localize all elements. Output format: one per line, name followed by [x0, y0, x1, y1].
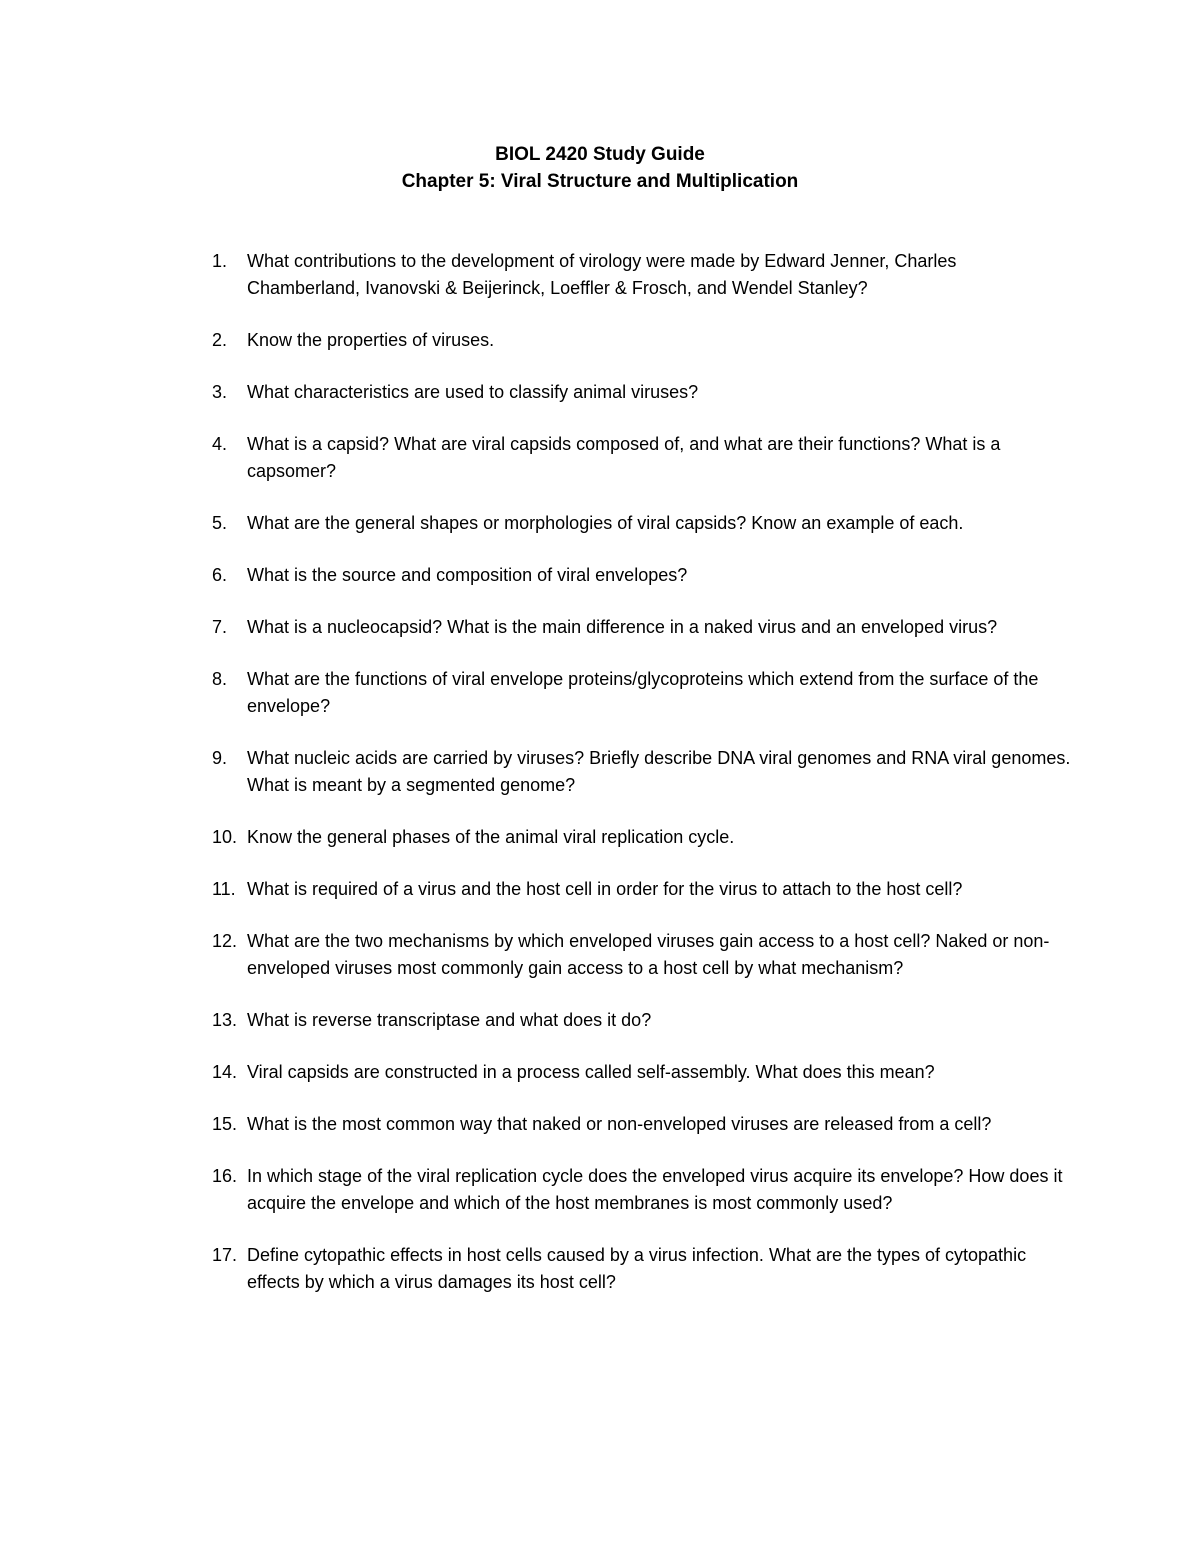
question-number: 12. [212, 931, 238, 951]
question-text: Know the general phases of the animal viral replication cycle. [247, 827, 735, 847]
document-title: BIOL 2420 Study Guide [495, 144, 705, 165]
question-item [212, 614, 1072, 641]
question-number: 14. [212, 1062, 238, 1082]
question-number: 16. [212, 1166, 238, 1186]
question-item [212, 327, 1072, 354]
document-subtitle: Chapter 5: Viral Structure and Multiplication [401, 171, 799, 192]
question-item [212, 1007, 1072, 1034]
question-item [212, 1111, 1072, 1138]
question-text: What is the most common way that naked or non-enveloped viruses are released from a cell? [247, 1114, 992, 1134]
question-item [212, 745, 1072, 799]
question-item [212, 248, 1072, 302]
question-list [212, 248, 1072, 1321]
question-number: 15. [212, 1114, 238, 1134]
question-text: What are the functions of viral envelope proteins/glycoproteins which extend from the surface of the envelope? [247, 669, 1039, 716]
question-number: 2. [212, 330, 228, 350]
question-number: 10. [212, 827, 238, 847]
question-text: What contributions to the development of virology were made by Edward Jenner, Charles Chamberland, Ivanovski & Beijerinck, Loeffler & Frosch, and Wendel Stanley? [247, 251, 957, 298]
question-item [212, 379, 1072, 406]
question-text: In which stage of the viral replication cycle does the enveloped virus acquire its envelope? How does it acquire the envelope and which of the host membranes is most commonly used? [247, 1166, 1063, 1213]
question-number: 17. [212, 1245, 238, 1265]
question-item [212, 1242, 1072, 1296]
question-text: What is a nucleocapsid? What is the main difference in a naked virus and an enveloped virus? [247, 617, 998, 637]
question-text: What is reverse transcriptase and what does it do? [247, 1010, 652, 1030]
question-number: 5. [212, 513, 228, 533]
question-number: 8. [212, 669, 228, 689]
question-item [212, 928, 1072, 982]
document-header [0, 141, 1200, 195]
question-item [212, 824, 1072, 851]
question-text: What nucleic acids are carried by viruses? Briefly describe DNA viral genomes and RNA viral genomes. What is meant by a segmented genome? [247, 748, 1071, 795]
question-text: Define cytopathic effects in host cells caused by a virus infection. What are the types of cytopathic effects by which a virus damages its host cell? [247, 1245, 1027, 1292]
question-item [212, 876, 1072, 903]
question-number: 9. [212, 748, 228, 768]
question-number: 7. [212, 617, 228, 637]
question-text: What characteristics are used to classify animal viruses? [247, 382, 699, 402]
question-number: 4. [212, 434, 228, 454]
question-text: What is a capsid? What are viral capsids composed of, and what are their functions? What is a capsomer? [247, 434, 1001, 481]
question-text: Know the properties of viruses. [247, 330, 495, 350]
question-text: What is the source and composition of viral envelopes? [247, 565, 688, 585]
question-item [212, 510, 1072, 537]
question-item [212, 1059, 1072, 1086]
question-number: 1. [212, 251, 228, 271]
question-item [212, 431, 1072, 485]
question-item [212, 666, 1072, 720]
question-number: 3. [212, 382, 228, 402]
question-text: What are the general shapes or morphologies of viral capsids? Know an example of each. [247, 513, 964, 533]
question-text: What are the two mechanisms by which enveloped viruses gain access to a host cell? Naked or non-enveloped viruses most commonly gain access to a host cell by what mechanism? [247, 931, 1050, 978]
question-number: 6. [212, 565, 228, 585]
question-item [212, 562, 1072, 589]
question-text: What is required of a virus and the host cell in order for the virus to attach to the host cell? [247, 879, 963, 899]
question-number: 13. [212, 1010, 238, 1030]
question-item [212, 1163, 1072, 1217]
question-text: Viral capsids are constructed in a process called self-assembly. What does this mean? [247, 1062, 935, 1082]
question-number: 11. [212, 879, 236, 899]
